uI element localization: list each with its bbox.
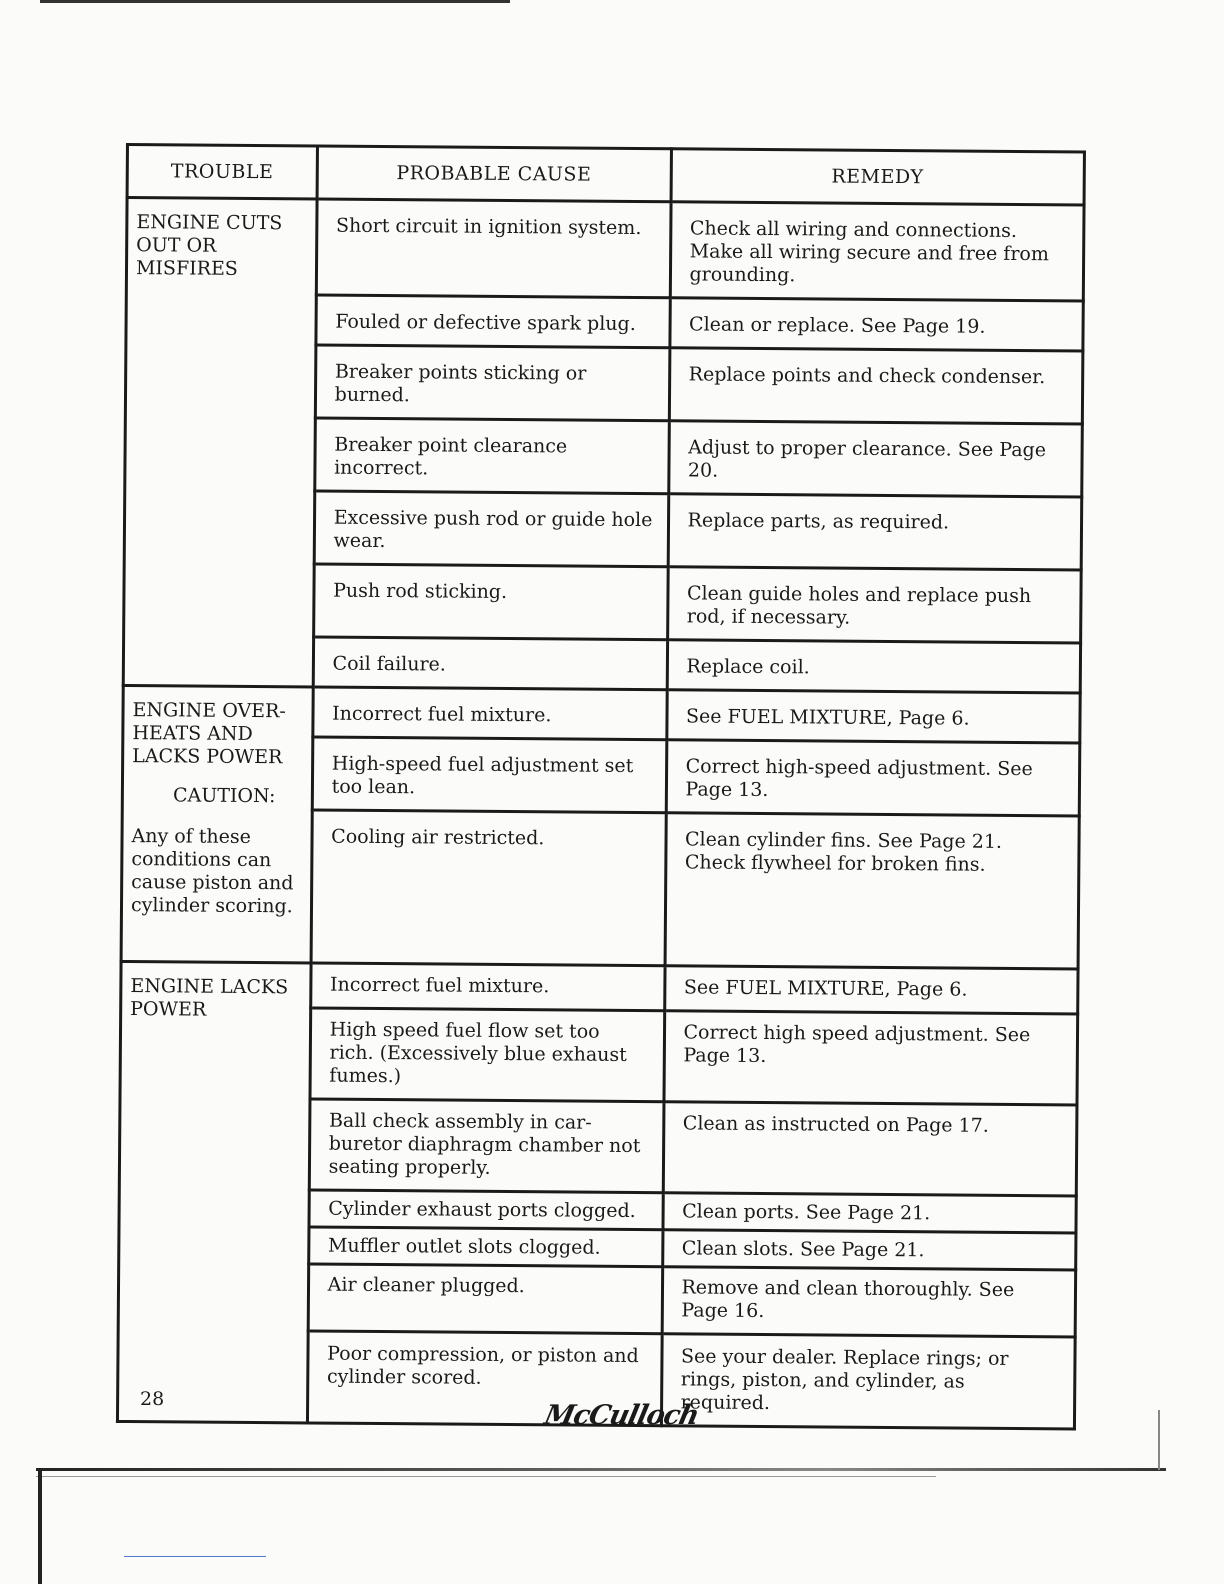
cause-cell bbox=[309, 1099, 664, 1193]
cause-cell bbox=[315, 345, 669, 421]
cause-cell bbox=[313, 564, 667, 640]
remedy-cell bbox=[662, 1230, 1076, 1270]
caution-text: Any of these conditions can cause piston and cylinder scoring. bbox=[130, 825, 294, 918]
trouble-cell bbox=[123, 198, 316, 687]
cause-cell bbox=[313, 637, 667, 690]
remedy-text: Clean as instructed on Page 17. bbox=[682, 1112, 989, 1137]
remedy-text: Clean guide holes and replace push rod, if necessary. bbox=[686, 582, 1032, 629]
trouble-cell bbox=[117, 961, 310, 1422]
remedy-text: Adjust to proper clearance. See Page 20. bbox=[687, 436, 1047, 482]
cause-text: Breaker points sticking or burned. bbox=[334, 360, 587, 407]
remedy-cell bbox=[664, 1011, 1078, 1105]
cause-text: Ball check assembly in car-buretor diaphragm chamber not seating properly. bbox=[328, 1109, 641, 1179]
header-remedy: REMEDY bbox=[671, 149, 1085, 205]
cause-cell bbox=[313, 687, 667, 740]
cause-cell bbox=[308, 1264, 662, 1334]
remedy-cell bbox=[666, 690, 1080, 743]
remedy-text: Correct high speed adjustment. See Page 13. bbox=[683, 1021, 1031, 1068]
cause-text: Muffler outlet slots clogged. bbox=[327, 1234, 601, 1259]
table-row bbox=[126, 198, 1084, 302]
remedy-cell bbox=[662, 1267, 1076, 1337]
cause-cell bbox=[310, 1008, 665, 1102]
remedy-text: Remove and clean thoroughly. See Page 16. bbox=[681, 1276, 1015, 1323]
cause-cell bbox=[310, 963, 664, 1011]
remedy-cell bbox=[668, 421, 1082, 497]
scan-edge-top bbox=[40, 0, 510, 3]
page-number: 28 bbox=[140, 1388, 165, 1410]
cause-text: Cooling air restricted. bbox=[331, 825, 545, 850]
cause-text: Poor compression, or piston and cylinder scored. bbox=[326, 1342, 639, 1389]
remedy-text: See your dealer. Replace rings; or rings, piston, and cylinder, as required. bbox=[680, 1345, 1009, 1415]
brand-logo: McCulloch bbox=[541, 1400, 702, 1431]
cause-cell bbox=[314, 418, 668, 494]
remedy-cell bbox=[669, 348, 1083, 424]
remedy-cell bbox=[663, 1102, 1077, 1196]
trouble-engine-lacks-power: ENGINE LACKS POWER bbox=[130, 975, 289, 1021]
table-row bbox=[123, 685, 1080, 743]
cause-text: Excessive push rod or guide hole wear. bbox=[333, 506, 653, 553]
remedy-text: Clean or replace. See Page 19. bbox=[689, 313, 986, 338]
scan-edge-bottom bbox=[36, 1468, 1166, 1471]
trouble-text: ENGINE OVER-HEATS AND LACKS POWER bbox=[132, 699, 286, 769]
cause-text: Incorrect fuel mixture. bbox=[329, 973, 550, 998]
cause-text: Push rod sticking. bbox=[333, 579, 508, 604]
troubleshooting-table bbox=[116, 143, 1086, 1431]
cause-text: Short circuit in ignition system. bbox=[335, 214, 642, 240]
header-probable-cause: PROBABLE CAUSE bbox=[317, 146, 671, 202]
remedy-cell bbox=[668, 494, 1082, 570]
remedy-cell bbox=[669, 298, 1083, 351]
scan-mark-blue bbox=[124, 1556, 266, 1557]
cause-cell bbox=[316, 199, 671, 298]
cause-cell bbox=[316, 295, 670, 348]
remedy-cell bbox=[662, 1193, 1076, 1233]
cause-text: Breaker point clearance incorrect. bbox=[334, 433, 568, 480]
cause-text: Incorrect fuel mixture. bbox=[332, 702, 552, 727]
cause-cell bbox=[308, 1227, 662, 1267]
remedy-cell bbox=[665, 813, 1080, 969]
cause-cell bbox=[311, 810, 666, 966]
scan-edge-left bbox=[38, 1470, 42, 1584]
trouble-engine-overheats bbox=[123, 687, 312, 928]
remedy-text: Clean ports. See Page 21. bbox=[682, 1200, 931, 1225]
cause-text: Air cleaner plugged. bbox=[327, 1273, 525, 1298]
header-trouble: TROUBLE bbox=[127, 145, 317, 199]
table-row bbox=[121, 961, 1078, 1014]
remedy-cell bbox=[661, 1334, 1075, 1429]
cause-text: High speed fuel flow set too rich. (Excessively blue exhaust fumes.) bbox=[329, 1018, 627, 1088]
cause-cell bbox=[309, 1190, 663, 1230]
cause-cell bbox=[314, 491, 668, 567]
remedy-cell bbox=[664, 966, 1078, 1014]
cause-text: High-speed fuel adjustment set too lean. bbox=[331, 752, 634, 799]
cause-text: Coil failure. bbox=[332, 652, 446, 676]
remedy-text: Check all wiring and connections. Make all wiring secure and free from grounding. bbox=[689, 217, 1050, 287]
cause-cell bbox=[312, 737, 666, 813]
remedy-text: See FUEL MIXTURE, Page 6. bbox=[685, 705, 970, 730]
remedy-text: Replace coil. bbox=[686, 655, 810, 679]
remedy-text: Clean slots. See Page 21. bbox=[681, 1237, 925, 1262]
remedy-text: See FUEL MIXTURE, Page 6. bbox=[683, 976, 968, 1001]
remedy-cell bbox=[670, 202, 1084, 301]
table-header-row bbox=[127, 145, 1084, 206]
cause-text: Fouled or defective spark plug. bbox=[335, 310, 636, 336]
remedy-cell bbox=[667, 567, 1081, 643]
remedy-cell bbox=[666, 740, 1080, 816]
remedy-text: Replace points and check condenser. bbox=[688, 363, 1046, 389]
remedy-text: Clean cylinder fins. See Page 21. Check flywheel for broken fins. bbox=[684, 828, 1003, 876]
caution-label: CAUTION: bbox=[172, 784, 276, 808]
trouble-engine-cuts-out: ENGINE CUTS OUT OR MISFIRES bbox=[135, 211, 283, 280]
remedy-text: Correct high-speed adjustment. See Page 13. bbox=[685, 755, 1033, 802]
scan-edge-bottom-faint bbox=[36, 1476, 936, 1477]
trouble-cell bbox=[121, 685, 313, 962]
scan-edge-right bbox=[1158, 1410, 1160, 1470]
remedy-cell bbox=[667, 640, 1081, 693]
cause-text: Cylinder exhaust ports clogged. bbox=[328, 1197, 636, 1223]
remedy-text: Replace parts, as required. bbox=[687, 509, 950, 534]
